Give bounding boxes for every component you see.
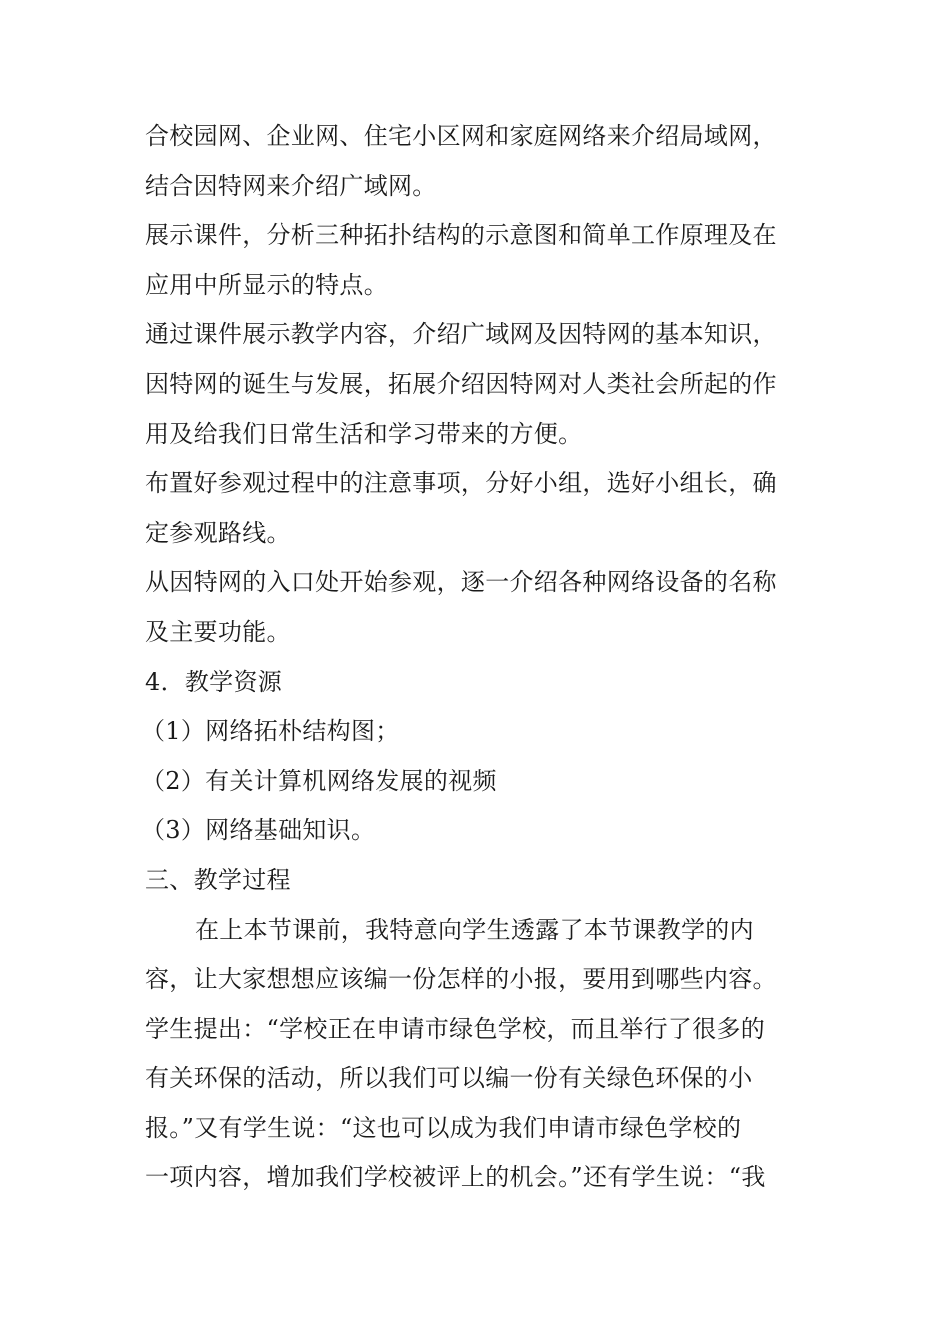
paragraph-line: 结合因特网来介绍广域网。: [145, 171, 437, 200]
paragraph-line: 合校园网、企业网、住宅小区网和家庭网络来介绍局域网，: [145, 122, 777, 150]
paragraph-line: 及主要功能。: [145, 617, 291, 646]
paragraph-line: 从因特网的入口处开始参观，逐一介绍各种网络设备的名称: [145, 568, 777, 597]
paragraph-line: 一项内容，增加我们学校被评上的机会。”还有学生说：“我: [145, 1163, 766, 1192]
paragraph-line: 因特网的诞生与发展，拓展介绍因特网对人类社会所起的作: [145, 369, 777, 398]
paragraph-line: 容，让大家想想应该编一份怎样的小报，要用到哪些内容。: [145, 965, 777, 994]
paragraph-line: 报。”又有学生说：“这也可以成为我们申请市绿色学校的: [145, 1113, 742, 1142]
section-heading: 三、教学过程: [145, 865, 291, 894]
paragraph-line: 在上本节课前，我特意向学生透露了本节课教学的内: [195, 915, 754, 944]
paragraph-line: 定参观路线。: [145, 518, 291, 547]
document-body: [141, 112, 810, 1203]
resource-list-item: （3）网络基础知识。: [141, 816, 376, 845]
paragraph-line: 学生提出：“学校正在申请市绿色学校，而且举行了很多的: [145, 1014, 766, 1043]
paragraph-line: 应用中所显示的特点。: [145, 270, 388, 299]
resource-list-item: （1）网络拓朴结构图；: [141, 717, 400, 746]
paragraph-line: 展示课件，分析三种拓扑结构的示意图和简单工作原理及在: [145, 221, 777, 250]
paragraph-line: 通过课件展示教学内容，介绍广域网及因特网的基本知识，: [145, 320, 777, 349]
paragraph-line: 用及给我们日常生活和学习带来的方便。: [145, 419, 583, 448]
section-heading: 4．教学资源: [145, 667, 283, 696]
resource-list-item: （2）有关计算机网络发展的视频: [141, 766, 497, 795]
paragraph-line: 有关环保的活动，所以我们可以编一份有关绿色环保的小: [145, 1064, 753, 1093]
paragraph-line: 布置好参观过程中的注意事项，分好小组，选好小组长，确: [145, 469, 777, 498]
